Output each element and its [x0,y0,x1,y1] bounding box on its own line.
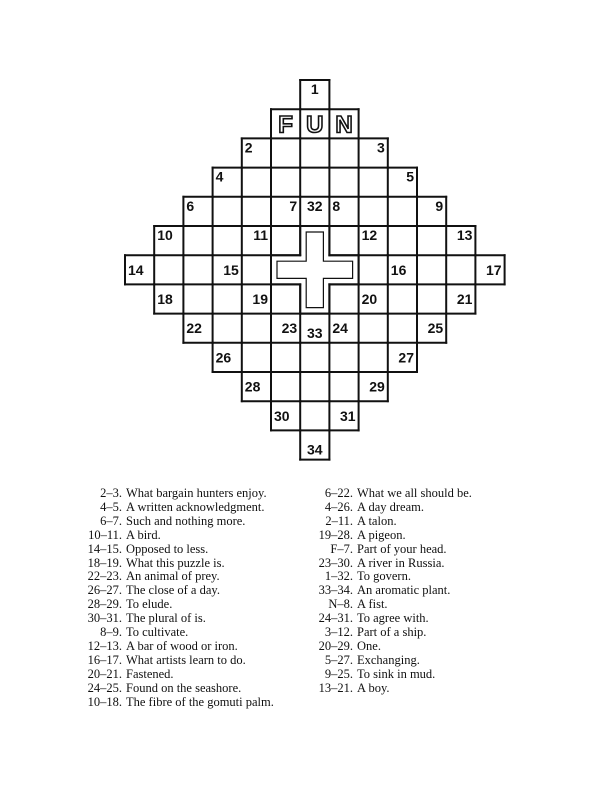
clue-number-25: 25 [427,320,444,337]
clue-text: To sink in mud. [357,666,436,681]
clue-item [80,640,274,654]
grid-cell[interactable] [388,226,417,255]
grid-cell[interactable] [329,138,358,167]
clue-number: 3–12. [324,625,353,640]
clue-number-23: 23 [281,320,298,337]
clue-number: 1–32. [324,569,353,584]
clue-item [80,543,274,557]
grid-cell[interactable] [183,226,212,255]
clue-number: 6–22. [324,486,353,500]
clue-number-29: 29 [369,378,385,395]
clue-number-15: 15 [223,261,239,278]
clue-item [80,557,274,571]
grid-cell[interactable] [446,255,475,284]
grid-cell[interactable] [242,197,271,226]
clue-number: 30–31. [87,611,122,626]
clue-text: The close of a day. [126,583,220,598]
clue-number-34: 34 [307,441,323,458]
clue-number: 20–21. [87,666,122,681]
clue-item [318,557,472,571]
grid-cell[interactable] [300,372,329,401]
clue-item [318,612,472,626]
clue-number-1: 1 [310,81,319,97]
clue-item [80,501,274,515]
clue-text: Part of a ship. [357,625,427,640]
clue-text: A bar of wood or iron. [126,638,238,653]
clue-number: 10–18. [87,694,122,709]
clue-number: 28–29. [87,597,122,612]
clue-number-21: 21 [456,291,473,307]
grid-cell[interactable] [213,197,242,226]
clue-item [80,668,274,682]
grid-cell[interactable] [388,197,417,226]
grid-cell[interactable] [271,343,300,372]
grid-cell[interactable] [154,255,183,284]
grid-cell[interactable] [417,284,446,313]
clue-item [318,543,472,557]
clue-text: A boy. [357,680,390,695]
grid-cell[interactable] [183,255,212,284]
clue-number: 19–28. [318,527,353,542]
grid-cell[interactable] [271,226,300,255]
clue-text: Exchanging. [357,652,420,667]
clue-text: A fist. [357,597,388,612]
clue-item [80,515,274,529]
grid-cell[interactable] [359,168,388,197]
clue-text: An animal of prey. [126,569,220,584]
clue-number: 8–9. [100,625,122,640]
grid-cell[interactable] [359,343,388,372]
clue-item [80,654,274,668]
clue-item [80,598,274,612]
clue-number-20: 20 [361,291,378,307]
clue-text: To govern. [357,569,411,584]
clue-item [80,487,274,501]
grid-cell[interactable] [183,284,212,313]
clue-item [80,626,274,640]
clue-item [318,654,472,668]
clue-item [318,487,472,501]
clue-text: A bird. [126,527,161,542]
clue-item [80,570,274,584]
clue-number: 33–34. [318,583,353,598]
grid-cell[interactable] [359,197,388,226]
clue-number: 14–15. [87,541,122,556]
clue-text: Fastened. [126,666,174,681]
clue-list-right [318,487,472,696]
clue-text: A river in Russia. [357,555,445,570]
clue-number: 4–26. [324,499,353,514]
clue-text: A day dream. [357,499,424,514]
clue-item [318,515,472,529]
clue-number-18: 18 [157,291,173,307]
clue-number-13: 13 [456,227,473,243]
clue-number-30: 30 [274,407,290,424]
grid-cell[interactable] [300,401,329,430]
clue-number-22: 22 [186,320,202,337]
clue-text: A talon. [357,513,397,528]
grid-cell[interactable] [271,168,300,197]
grid-cell[interactable] [213,314,242,343]
clue-text: Such and nothing more. [126,513,246,528]
clue-number-31: 31 [340,407,356,424]
grid-cell[interactable] [388,314,417,343]
grid-cell[interactable] [417,255,446,284]
clue-number: 24–25. [87,680,122,695]
clue-number-11: 11 [253,227,268,243]
clue-number-26: 26 [215,349,232,366]
clue-item [80,529,274,543]
grid-cell[interactable] [359,255,388,284]
grid-cell[interactable] [329,372,358,401]
clue-number: 23–30. [318,555,353,570]
clue-number: 5–27. [324,652,353,667]
clue-text: To elude. [126,597,173,612]
grid-cell[interactable] [329,226,358,255]
clue-item [318,501,472,515]
clue-text: A written acknowledgment. [126,499,265,514]
clue-item [318,598,472,612]
clue-text: What bargain hunters enjoy. [126,486,267,500]
grid-cell[interactable] [213,284,242,313]
title-letter-n: N [335,111,353,139]
grid-cell[interactable] [300,168,329,197]
clue-number-8: 8 [332,197,341,214]
clue-number-5: 5 [406,168,414,185]
clue-number: 2–11. [325,513,353,528]
grid-cell[interactable] [242,168,271,197]
clue-text: Opposed to less. [126,541,209,556]
grid-cell[interactable] [300,138,329,167]
grid-cell[interactable] [271,372,300,401]
clue-text: An aromatic plant. [357,583,451,598]
clue-number-10: 10 [157,227,173,243]
grid-cell[interactable] [329,168,358,197]
clue-number-28: 28 [244,378,261,395]
clue-number-3: 3 [377,139,385,156]
clue-item [318,626,472,640]
clue-number-27: 27 [398,349,414,366]
grid-cell[interactable] [242,314,271,343]
clue-number-14: 14 [128,261,144,278]
clue-item [318,640,472,654]
clue-number: N–8. [328,597,353,612]
grid-cell[interactable] [213,226,242,255]
grid-cell[interactable] [417,226,446,255]
clue-number-19: 19 [252,291,268,307]
clue-number: 9–25. [324,666,353,681]
grid-cell[interactable] [271,284,300,313]
clue-number-9: 9 [435,197,444,214]
clue-number: 13–21. [318,680,353,695]
grid-cell[interactable] [242,343,271,372]
clue-item [80,682,274,696]
clue-item [80,584,274,598]
clue-item [318,668,472,682]
clue-number-17: 17 [486,261,502,278]
clue-number-4: 4 [215,168,224,185]
title-letter-u: U [306,111,324,139]
clue-number: 6–7. [100,513,122,528]
clue-number-32: 32 [307,197,323,214]
clue-item [318,584,472,598]
clue-item [80,696,274,710]
grid-cell[interactable] [329,284,358,313]
clue-text: What artists learn to do. [126,652,246,667]
clue-item [318,682,472,696]
clue-number: 10–11. [88,527,122,542]
clue-text: A pigeon. [357,527,406,542]
clue-number-7: 7 [289,197,298,214]
clue-list-left [80,487,274,710]
grid-cell[interactable] [388,284,417,313]
clue-text: To agree with. [357,611,429,626]
clue-number-2: 2 [244,139,253,156]
clue-number-6: 6 [186,197,195,214]
clue-number: 2–3. [100,486,122,500]
clue-text: One. [357,638,381,653]
grid-cell[interactable] [359,314,388,343]
clue-text: Part of your head. [357,541,447,556]
clue-number-16: 16 [390,261,407,278]
clue-item [318,570,472,584]
clue-number: 24–31. [318,611,353,626]
clue-number: 22–23. [87,569,122,584]
clue-item [318,529,472,543]
grid-cell[interactable] [300,343,329,372]
clue-text: To cultivate. [126,625,189,640]
clue-number: 12–13. [87,638,122,653]
clue-text: Found on the seashore. [126,680,242,695]
clue-text: The fibre of the gomuti palm. [126,694,274,709]
clue-text: What we all should be. [357,486,472,500]
title-letter-f: F [278,111,293,139]
clue-number-24: 24 [332,320,348,337]
clue-number: F–7. [330,541,353,556]
clue-number: 4–5. [100,499,122,514]
clue-number: 18–19. [87,555,122,570]
grid-cell[interactable] [329,343,358,372]
clue-item [80,612,274,626]
clue-number-12: 12 [361,227,378,243]
clue-text: The plural of is. [126,611,206,626]
grid-cell[interactable] [242,255,271,284]
clue-text: What this puzzle is. [126,555,225,570]
clue-number-33: 33 [307,324,323,341]
clue-number: 26–27. [87,583,122,598]
grid-cell[interactable] [271,138,300,167]
clue-number: 16–17. [87,652,122,667]
clue-number: 20–29. [318,638,353,653]
